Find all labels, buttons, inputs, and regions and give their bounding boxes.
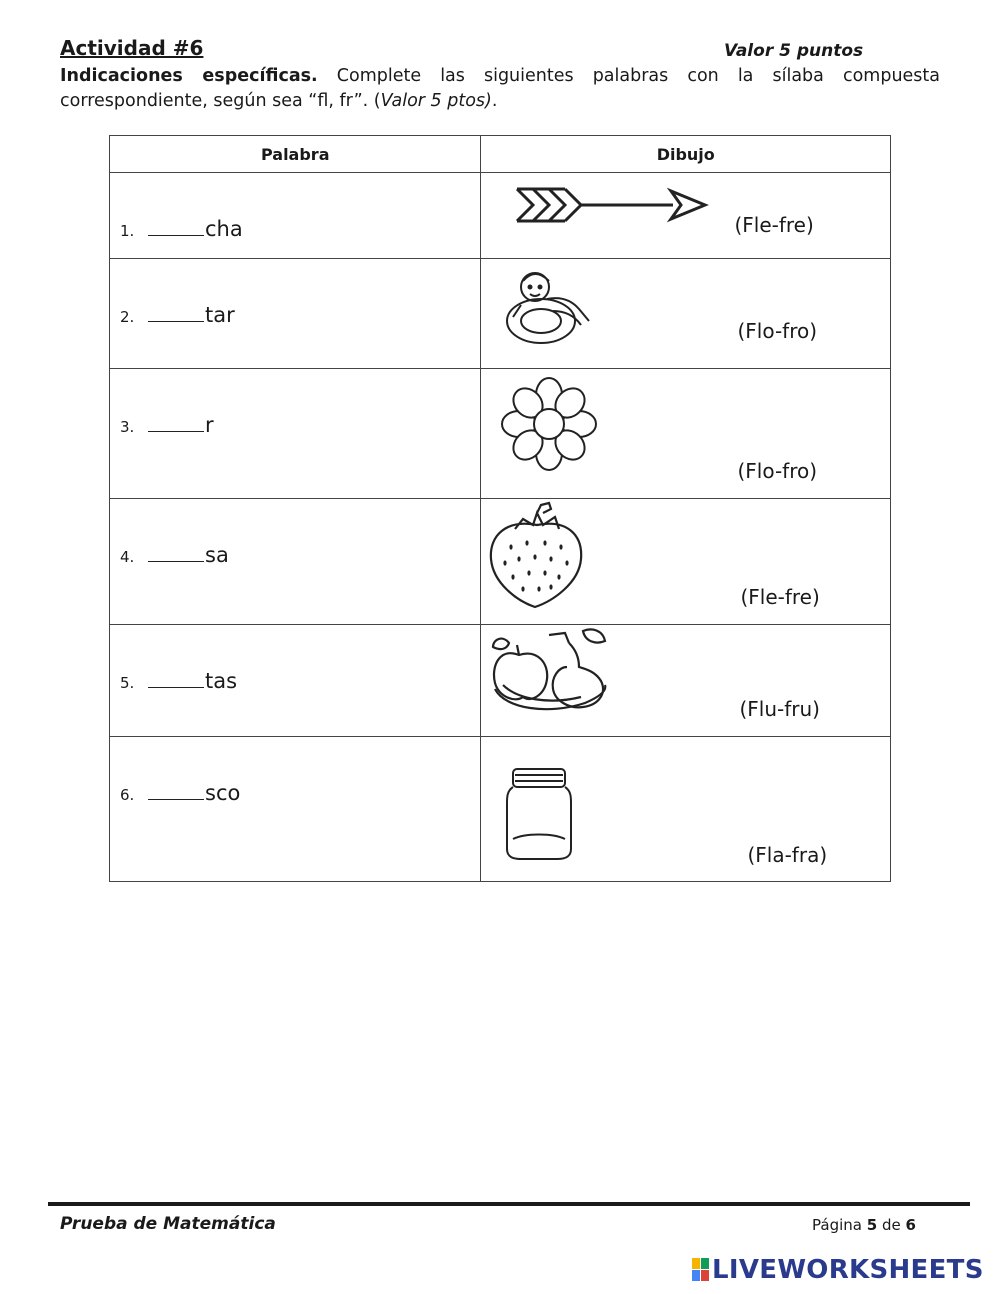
logo-text: LIVEWORKSHEETS — [712, 1255, 984, 1285]
word-cell — [110, 369, 481, 499]
word-item — [120, 217, 243, 241]
header-dibujo: Dibujo — [481, 136, 891, 173]
page-current: 5 — [866, 1216, 878, 1234]
blank-input[interactable] — [148, 798, 204, 800]
jar-icon — [505, 765, 573, 861]
item-number: 3. — [120, 418, 135, 436]
table-row — [110, 625, 891, 737]
blank-input[interactable] — [148, 686, 204, 688]
word-cell — [110, 737, 481, 882]
instructions-text: Complete las siguientes palabras con la sílaba compuesta correspondiente, según sea “fl, fr”. ( — [60, 66, 940, 111]
word-suffix: tar — [205, 303, 235, 327]
syllable-option: (Flo-fro) — [737, 459, 818, 483]
word-suffix: tas — [205, 669, 238, 693]
word-item — [120, 303, 235, 327]
picture-cell — [481, 737, 891, 882]
blank-input[interactable] — [148, 320, 204, 322]
table-row — [110, 259, 891, 369]
word-suffix: r — [205, 413, 214, 437]
arrow-icon — [513, 185, 713, 225]
child-floating-icon — [501, 265, 596, 347]
word-item — [120, 543, 229, 567]
fruits-icon — [489, 627, 619, 719]
picture-cell — [481, 625, 891, 737]
item-number: 6. — [120, 786, 135, 804]
word-cell — [110, 499, 481, 625]
blank-input[interactable] — [148, 430, 204, 432]
word-suffix: sco — [205, 781, 241, 805]
words-table — [109, 135, 891, 882]
item-number: 1. — [120, 222, 135, 240]
activity-value: Valor 5 puntos — [724, 41, 864, 61]
word-cell — [110, 625, 481, 737]
table-row — [110, 173, 891, 259]
word-suffix: sa — [205, 543, 229, 567]
table-header-row — [110, 136, 891, 173]
instructions-end: . — [491, 91, 498, 111]
syllable-option: (Fle-fre) — [734, 213, 814, 237]
strawberry-icon — [487, 501, 587, 611]
syllable-option: (Fle-fre) — [740, 585, 820, 609]
table-row — [110, 499, 891, 625]
page-mid: de — [877, 1216, 906, 1234]
word-cell — [110, 173, 481, 259]
blank-input[interactable] — [148, 234, 204, 236]
item-number: 4. — [120, 548, 135, 566]
syllable-option: (Fla-fra) — [747, 843, 828, 867]
blank-input[interactable] — [148, 560, 204, 562]
logo-blocks-icon — [692, 1258, 710, 1282]
word-item — [120, 781, 240, 805]
syllable-option: (Flo-fro) — [737, 319, 818, 343]
table-row — [110, 737, 891, 882]
footer-divider — [48, 1202, 970, 1206]
page-number — [812, 1216, 916, 1234]
footer-subject: Prueba de Matemática — [60, 1214, 276, 1234]
instructions-lead: Indicaciones específicas. — [60, 66, 318, 86]
item-number: 2. — [120, 308, 135, 326]
picture-cell — [481, 173, 891, 259]
picture-cell — [481, 259, 891, 369]
picture-cell — [481, 369, 891, 499]
word-item — [120, 669, 237, 693]
picture-cell — [481, 499, 891, 625]
word-item — [120, 413, 214, 437]
word-cell — [110, 259, 481, 369]
table-row — [110, 369, 891, 499]
activity-title: Actividad #6 — [60, 36, 204, 60]
flower-icon — [495, 375, 603, 473]
item-number: 5. — [120, 674, 135, 692]
page-prefix: Página — [812, 1216, 867, 1234]
liveworksheets-logo[interactable] — [692, 1254, 984, 1286]
word-suffix: cha — [205, 217, 243, 241]
page-total: 6 — [905, 1216, 916, 1234]
syllable-option: (Flu-fru) — [739, 697, 820, 721]
instructions-valor: Valor 5 ptos) — [380, 91, 492, 111]
header-palabra: Palabra — [110, 136, 481, 173]
instructions — [60, 64, 940, 114]
